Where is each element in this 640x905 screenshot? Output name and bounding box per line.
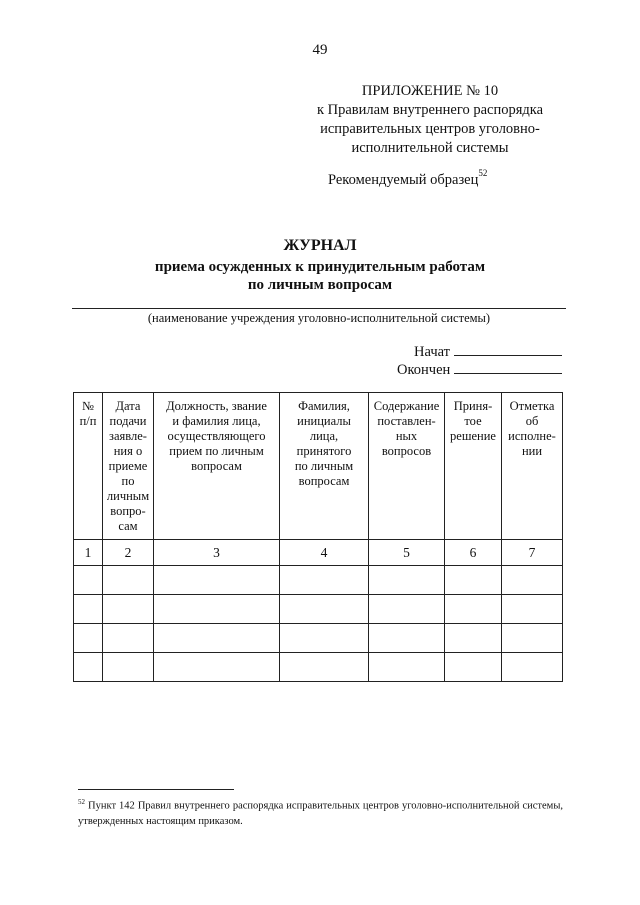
column-header-line: ния о — [113, 444, 143, 458]
column-header-line: по личным — [294, 459, 354, 473]
empty-cell[interactable] — [74, 624, 103, 653]
table-header-row — [74, 393, 563, 540]
appendix-line: исправительных центров уголовно- — [320, 121, 540, 137]
column-header-line: нии — [521, 444, 543, 458]
column-header-line: подачи — [109, 414, 147, 428]
table-row — [74, 624, 563, 653]
column-header-line: прием по личным — [169, 444, 264, 458]
empty-cell[interactable] — [445, 566, 502, 595]
column-header-line: вопросам — [298, 474, 350, 488]
journal-table — [73, 392, 563, 682]
column-header — [103, 393, 154, 540]
column-header-line: заявле- — [109, 429, 147, 443]
column-header-line: Содержание — [373, 399, 440, 413]
column-header-line: п/п — [79, 414, 97, 428]
column-number: 7 — [502, 540, 563, 566]
empty-cell[interactable] — [445, 624, 502, 653]
column-header-line: приеме — [108, 459, 148, 473]
column-header-line: лица, — [309, 429, 339, 443]
empty-cell[interactable] — [502, 624, 563, 653]
footnote — [78, 795, 563, 829]
column-header-line: Фамилия, — [298, 399, 350, 413]
journal-title: ЖУРНАЛ — [283, 237, 357, 254]
column-header-line: вопро- — [110, 504, 146, 518]
empty-cell[interactable] — [103, 624, 154, 653]
empty-cell[interactable] — [369, 653, 445, 682]
footnote-separator — [78, 789, 234, 790]
empty-cell[interactable] — [154, 653, 280, 682]
journal-subtitle: по личным вопросам — [247, 277, 393, 293]
column-header — [154, 393, 280, 540]
column-number: 3 — [154, 540, 280, 566]
empty-cell[interactable] — [502, 566, 563, 595]
empty-cell[interactable] — [74, 566, 103, 595]
journal-subtitle: приема осужденных к принудительным работам — [154, 259, 486, 275]
column-header — [280, 393, 369, 540]
column-header-line: и фамилия лица, — [172, 414, 261, 428]
start-date-row — [414, 341, 562, 361]
empty-cell[interactable] — [103, 653, 154, 682]
column-header-line: № — [82, 399, 94, 413]
table-row — [74, 566, 563, 595]
recommended-sample-label — [328, 170, 487, 189]
column-header — [445, 393, 502, 540]
column-number-row — [74, 540, 563, 566]
column-header-line: осуществляющего — [167, 429, 266, 443]
column-header-line: об — [525, 414, 539, 428]
end-date-blank — [454, 359, 562, 374]
column-header — [74, 393, 103, 540]
column-header-line: Дата — [115, 399, 141, 413]
sample-text: Рекомендуемый образец — [328, 171, 479, 188]
appendix-line: к Правилам внутреннего распорядка — [316, 102, 544, 118]
empty-cell[interactable] — [103, 566, 154, 595]
column-header-line: решение — [450, 429, 496, 443]
end-date-row — [397, 359, 562, 379]
start-date-label: Начат — [414, 344, 451, 360]
column-number: 2 — [103, 540, 154, 566]
column-header-line: Приня- — [453, 399, 493, 413]
empty-cell[interactable] — [369, 624, 445, 653]
empty-cell[interactable] — [280, 653, 369, 682]
table-row — [74, 595, 563, 624]
empty-cell[interactable] — [280, 624, 369, 653]
column-header-line: тое — [464, 414, 482, 428]
end-date-label: Окончен — [397, 362, 451, 378]
table-row — [74, 653, 563, 682]
page-number: 49 — [312, 42, 328, 58]
column-header-line: вопросов — [381, 444, 432, 458]
empty-cell[interactable] — [369, 595, 445, 624]
empty-cell[interactable] — [154, 566, 280, 595]
column-header-line: по — [121, 474, 135, 488]
column-header-line: Должность, звание — [166, 399, 267, 413]
column-header-line: исполне- — [508, 429, 556, 443]
footnote-reference: 52 — [478, 168, 488, 178]
empty-cell[interactable] — [74, 595, 103, 624]
column-header-line: инициалы — [297, 414, 351, 428]
empty-cell[interactable] — [154, 595, 280, 624]
column-header-line: Отметка — [509, 399, 555, 413]
empty-cell[interactable] — [154, 624, 280, 653]
column-number: 1 — [74, 540, 103, 566]
empty-cell[interactable] — [445, 653, 502, 682]
column-header-line: личным — [106, 489, 150, 503]
empty-cell[interactable] — [502, 653, 563, 682]
column-header-line: вопросам — [191, 459, 242, 473]
column-header-line: ных — [395, 429, 418, 443]
empty-cell[interactable] — [445, 595, 502, 624]
column-header — [369, 393, 445, 540]
column-number: 6 — [445, 540, 502, 566]
footnote-text: Пункт 142 Правил внутреннего распорядка исправительных центров уголовно-исполнительной системы, утвержденных настоящим приказом. — [78, 800, 564, 827]
empty-cell[interactable] — [369, 566, 445, 595]
column-header-line: принятого — [296, 444, 352, 458]
empty-cell[interactable] — [103, 595, 154, 624]
empty-cell[interactable] — [502, 595, 563, 624]
appendix-line: исполнительной системы — [351, 140, 509, 156]
column-number: 5 — [369, 540, 445, 566]
column-header — [502, 393, 563, 540]
institution-name-line — [72, 308, 566, 309]
institution-caption: (наименование учреждения уголовно-исполнительной системы) — [147, 311, 491, 325]
start-date-blank — [454, 341, 562, 356]
empty-cell[interactable] — [280, 566, 369, 595]
empty-cell[interactable] — [74, 653, 103, 682]
column-number: 4 — [280, 540, 369, 566]
footnote-number: 52 — [78, 798, 85, 806]
appendix-title: ПРИЛОЖЕНИЕ № 10 — [361, 83, 499, 99]
column-header-line: сам — [118, 519, 138, 533]
appendix-heading — [300, 82, 560, 158]
empty-cell[interactable] — [280, 595, 369, 624]
column-header-line: поставлен- — [377, 414, 436, 428]
